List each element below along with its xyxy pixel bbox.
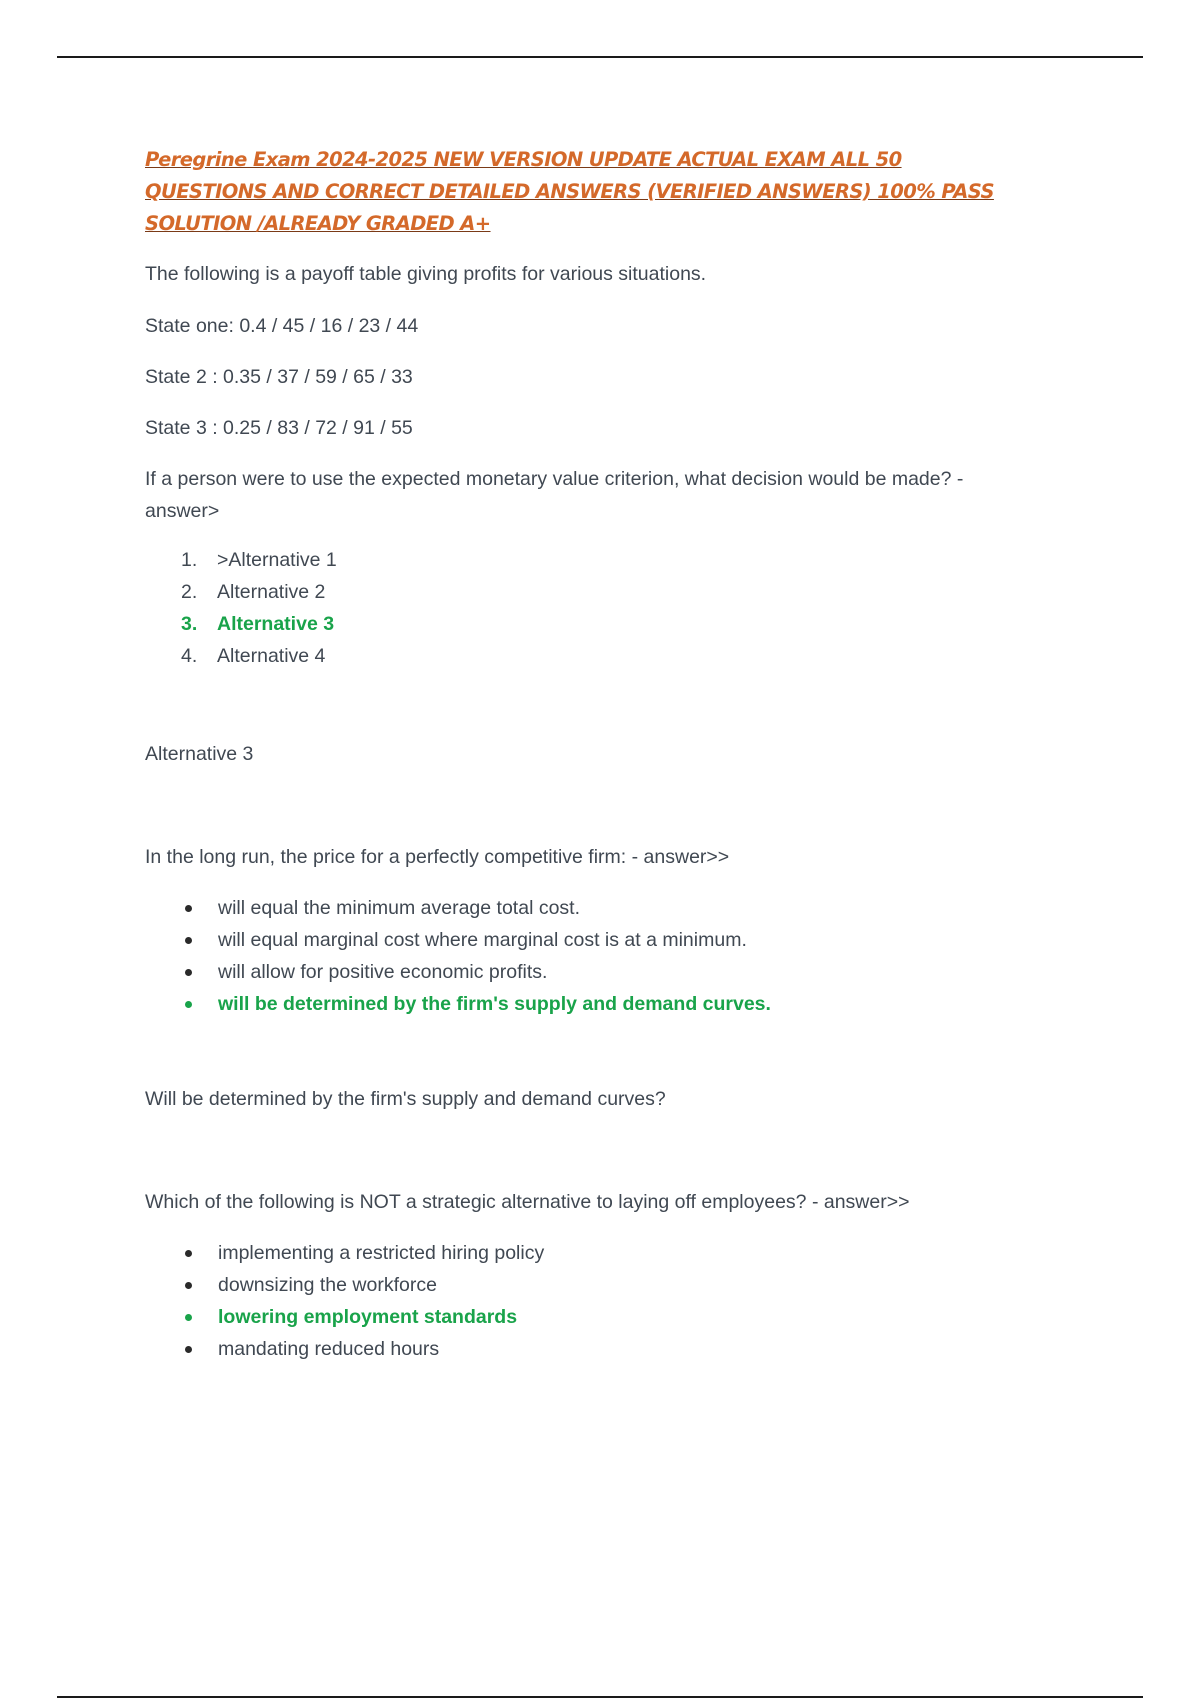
q3-options [145,1237,1025,1365]
list-item: 2. Alternative 2 [181,581,326,603]
q1-intro: The following is a payoff table giving profits for various situations. [145,263,707,285]
document-title: Peregrine Exam 2024-2025 NEW VERSION UPDATE ACTUAL EXAM ALL 50 QUESTIONS AND CORRECT DETAILED ANSWERS (VERIFIED ANSWERS) 100% PASS SOLUTION /ALREADY GRADED A+ [145,148,994,235]
document-body [145,144,1025,1365]
q1-answer: Alternative 3 [145,743,254,765]
q2-answer: Will be determined by the firm's supply and demand curves? [145,1088,666,1110]
list-item-correct: 3. Alternative 3 [181,613,335,635]
bullet-icon [185,969,192,976]
bullet-icon [185,937,192,944]
bullet-icon [185,1282,192,1289]
q1-question: If a person were to use the expected monetary value criterion, what decision would be made? - answer> [145,468,964,522]
bullet-icon [185,1346,192,1353]
q1-state-3: State 3 : 0.25 / 83 / 72 / 91 / 55 [145,417,413,439]
list-item: mandating reduced hours [145,1333,1025,1365]
q2-question: In the long run, the price for a perfectly competitive firm: - answer>> [145,846,730,868]
q1-state-1: State one: 0.4 / 45 / 16 / 23 / 44 [145,315,419,337]
list-item-correct: will be determined by the firm's supply and demand curves. [145,988,1025,1020]
list-item-correct: lowering employment standards [145,1301,1025,1333]
list-item: 1. >Alternative 1 [181,549,337,571]
bullet-icon [185,905,192,912]
q1-options [145,544,1025,672]
bullet-icon [185,1001,192,1008]
top-rule [57,56,1143,58]
list-item: downsizing the workforce [145,1269,1025,1301]
q1-state-2: State 2 : 0.35 / 37 / 59 / 65 / 33 [145,366,413,388]
bullet-icon [185,1314,192,1321]
list-item: implementing a restricted hiring policy [145,1237,1025,1269]
list-item: will equal marginal cost where marginal cost is at a minimum. [145,924,1025,956]
q3-question: Which of the following is NOT a strategic alternative to laying off employees? - answer>> [145,1191,910,1213]
q2-options [145,892,1025,1020]
list-item: will equal the minimum average total cost. [145,892,1025,924]
bottom-rule [57,1696,1143,1698]
list-item: will allow for positive economic profits. [145,956,1025,988]
bullet-icon [185,1250,192,1257]
list-item: 4. Alternative 4 [181,645,326,667]
